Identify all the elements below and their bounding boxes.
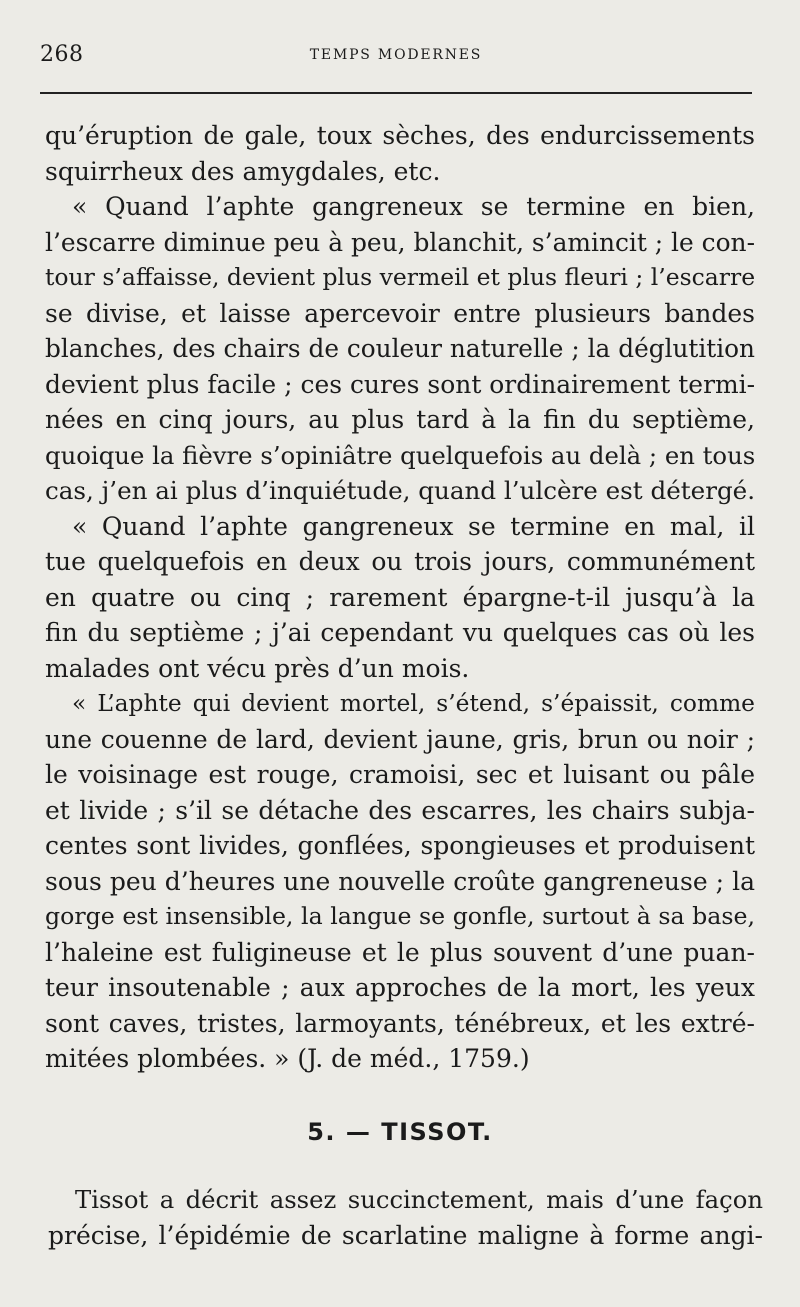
text-line: le voisinage est rouge, cramoisi, sec et luisant ou pâle: [45, 760, 755, 789]
text-line: mitées plombées. » (J. de méd., 1759.): [45, 1044, 530, 1073]
closing-paragraph: [48, 1182, 763, 1253]
text-line: une couenne de lard, devient jaune, gris, brun ou noir ;: [45, 724, 755, 754]
text-line: devient plus facile ; ces cures sont ordinairement termi-: [45, 369, 756, 399]
text-line: quoique la fièvre s’opiniâtre quelquefois au delà ; en tous: [45, 440, 756, 470]
text-line: précise, l’épidémie de scarlatine maligne à forme angi-: [48, 1220, 763, 1250]
body-text: [45, 118, 755, 1077]
text-line: « Quand l’aphte gangreneux se termine en mal, il: [72, 511, 755, 541]
text-line: cas, j’en ai plus d’inquiétude, quand l’ulcère est détergé.: [45, 476, 756, 505]
text-line: Tissot a décrit assez succinctement, mais d’une façon: [75, 1185, 763, 1214]
header-rule: [40, 92, 752, 94]
text-line: squirrheux des amygdales, etc.: [45, 156, 441, 186]
running-title: TEMPS MODERNES: [309, 47, 483, 63]
text-line: malades ont vécu près d’un mois.: [45, 653, 470, 683]
text-line: et livide ; s’il se détache des escarres, les chairs subja-: [45, 795, 755, 825]
section-heading: 5. — TISSOT.: [307, 1118, 493, 1146]
text-line: qu’éruption de gale, toux sèches, des endurcissements: [45, 121, 755, 150]
text-line: « L’aphte qui devient mortel, s’étend, s’épaissit, comme: [72, 689, 755, 717]
text-line: tour s’affaisse, devient plus vermeil et plus fleuri ; l’escarre: [45, 263, 756, 291]
text-line: l’escarre diminue peu à peu, blanchit, s’amincit ; le con-: [45, 227, 755, 257]
text-line: centes sont livides, gonflées, spongieuses et produisent: [45, 831, 755, 860]
text-line: sous peu d’heures une nouvelle croûte gangreneuse ; la: [45, 866, 755, 896]
text-line: l’haleine est fuligineuse et le plus souvent d’une puan-: [45, 937, 755, 967]
text-line: sont caves, tristes, larmoyants, ténébreux, et les extré-: [45, 1008, 755, 1038]
page-number: 268: [40, 42, 84, 67]
text-line: tue quelquefois en deux ou trois jours, communément: [45, 547, 755, 576]
text-line: blanches, des chairs de couleur naturelle ; la déglutition: [45, 334, 755, 363]
text-line: se divise, et laisse apercevoir entre plusieurs bandes: [45, 298, 755, 328]
text-line: « Quand l’aphte gangreneux se termine en bien,: [72, 192, 755, 221]
text-line: teur insoutenable ; aux approches de la mort, les yeux: [45, 973, 755, 1002]
text-line: nées en cinq jours, au plus tard à la fin du septième,: [45, 405, 755, 434]
text-line: gorge est insensible, la langue se gonfle, surtout à sa base,: [45, 902, 755, 930]
page-header: [40, 42, 752, 72]
text-line: en quatre ou cinq ; rarement épargne-t-il jusqu’à la: [45, 582, 755, 612]
text-line: fin du septième ; j’ai cependant vu quelques cas où les: [45, 618, 755, 647]
